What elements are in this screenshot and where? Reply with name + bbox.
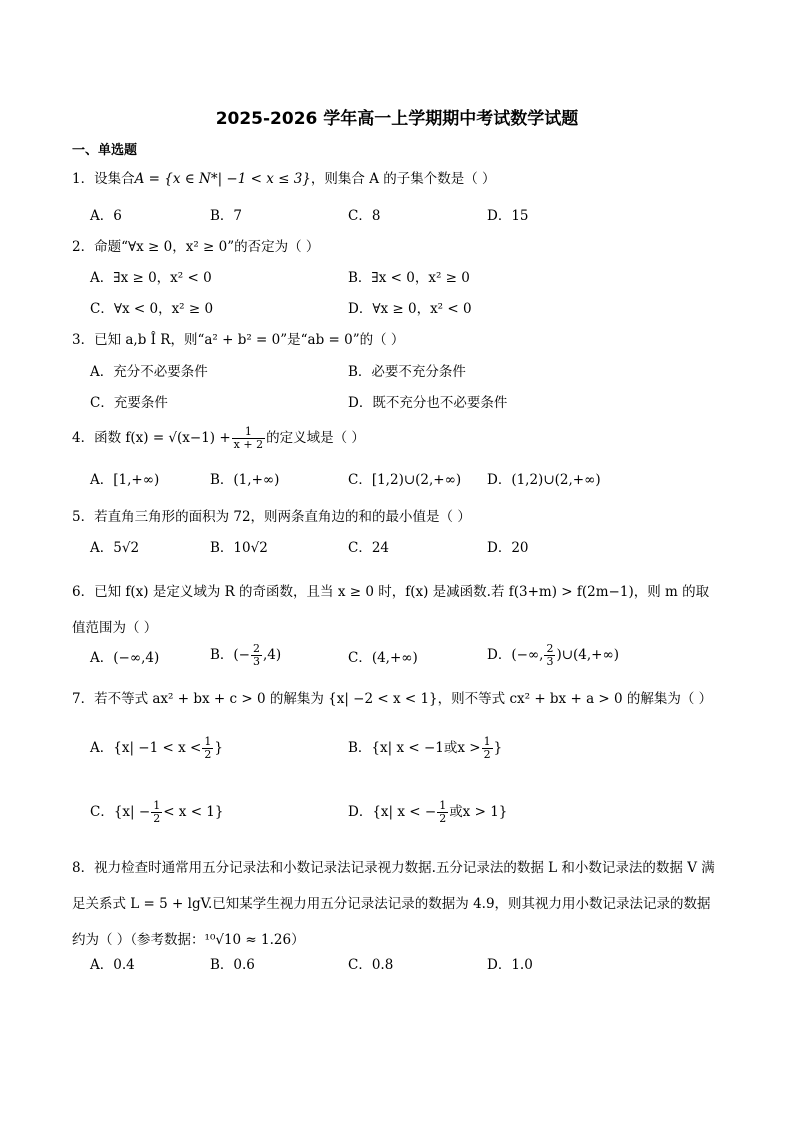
q8-option-d: D．1.0 — [487, 957, 533, 973]
q3-option-d: D．既不充分也不必要条件 — [348, 395, 508, 411]
q5-option-d: D．20 — [487, 540, 529, 556]
q2-option-b: B．∃x < 0，x² ≥ 0 — [348, 270, 470, 286]
q1-option-b: B．7 — [210, 208, 243, 224]
fraction: $\frac{1}{2}$ — [153, 799, 161, 825]
fraction: $\frac{1}{x + 2}$ — [233, 425, 264, 451]
fraction: $\frac{1}{2}$ — [439, 799, 447, 825]
q4-option-c: C．[1,2)∪(2,+∞) — [348, 472, 462, 488]
q8-option-a: A．0.4 — [90, 957, 135, 973]
q6-option-c: C．(4,+∞) — [348, 650, 418, 666]
q8-option-b: B．0.6 — [210, 957, 255, 973]
q2-option-a: A．∃x ≥ 0，x² < 0 — [90, 270, 212, 286]
q8-option-c: C．0.8 — [348, 957, 394, 973]
question-7: 7．若不等式 ax² + bx + c > 0 的解集为 {x| −2 < x < 1}，则不等式 cx² + bx + a > 0 的解集为（ ） — [72, 691, 713, 707]
q1-option-d: D．15 — [487, 208, 529, 224]
q3-option-b: B．必要不充分条件 — [348, 364, 466, 380]
q7-option-d: D．{x| x < − $\frac{1}{2}$ 或x > 1} — [348, 799, 508, 825]
question-5: 5．若直角三角形的面积为 72，则两条直角边的和的最小值是（ ） — [72, 509, 471, 525]
q4-option-b: B．(1,+∞) — [210, 472, 280, 488]
question-1: 1．设集合A = {x ∈ N*| −1 < x ≤ 3}，则集合 A 的子集个数是（ ） — [72, 171, 496, 187]
q4-option-a: A．[1,+∞) — [90, 472, 160, 488]
q2-option-d: D．∀x ≥ 0，x² < 0 — [348, 301, 472, 317]
q6-option-b: B．(− $\frac{2}{3}$ ,4) — [210, 642, 282, 668]
q7-option-b: B．{x| x < −1或x > $\frac{1}{2}$ } — [348, 735, 503, 761]
q6-option-a: A．(−∞,4) — [90, 650, 160, 666]
fraction: $\frac{1}{2}$ — [204, 735, 212, 761]
q2-option-c: C．∀x < 0，x² ≥ 0 — [90, 301, 214, 317]
q5-option-a: A．5√2 — [90, 540, 140, 556]
q1-option-c: C．8 — [348, 208, 381, 224]
q5-option-c: C．24 — [348, 540, 390, 556]
question-3: 3．已知 a,b Î R，则“a² + b² = 0”是“ab = 0”的（ ） — [72, 332, 405, 348]
question-8: 8．视力检查时通常用五分记录法和小数记录法记录视力数据.五分记录法的数据 L 和小数记录法的数据 V 满足关系式 L = 5 + lgV.已知某学生视力用五分记录法记录的数据为 4.9，则其视力用小数记录法记录的数据约为（ ）（参考数据：¹⁰√10 ≈ 1.26） — [72, 860, 715, 948]
exam-title: 2025-2026 学年高一上学期期中考试数学试题 — [215, 109, 579, 129]
q7-option-a: A．{x| −1 < x < $\frac{1}{2}$ } — [90, 735, 223, 761]
q3-option-a: A．充分不必要条件 — [90, 364, 208, 380]
q7-option-c: C．{x| − $\frac{1}{2}$ < x < 1} — [90, 799, 224, 825]
fraction: $\frac{2}{3}$ — [253, 642, 260, 668]
question-6: 6．已知 f(x) 是定义域为 R 的奇函数，且当 x ≥ 0 时，f(x) 是减函数.若 f(3+m) > f(2m−1)，则 m 的取值范围为（ ） — [72, 584, 710, 636]
q5-option-b: B．10√2 — [210, 540, 268, 556]
q1-option-a: A．6 — [90, 208, 122, 224]
question-2: 2．命题“∀x ≥ 0，x² ≥ 0”的否定为（ ） — [72, 239, 320, 255]
q6-option-d: D．(−∞, $\frac{2}{3}$ )∪(4,+∞) — [487, 642, 620, 668]
question-4: 4．函数 f(x) = √(x−1) + $\frac{1}{x + 2}$ 的定义域是（ ） — [72, 425, 365, 451]
fraction: $\frac{2}{3}$ — [546, 642, 554, 668]
fraction: $\frac{1}{2}$ — [483, 735, 491, 761]
section-heading: 一、单选题 — [72, 143, 138, 158]
q4-option-d: D．(1,2)∪(2,+∞) — [487, 472, 601, 488]
q3-option-c: C．充要条件 — [90, 395, 168, 411]
